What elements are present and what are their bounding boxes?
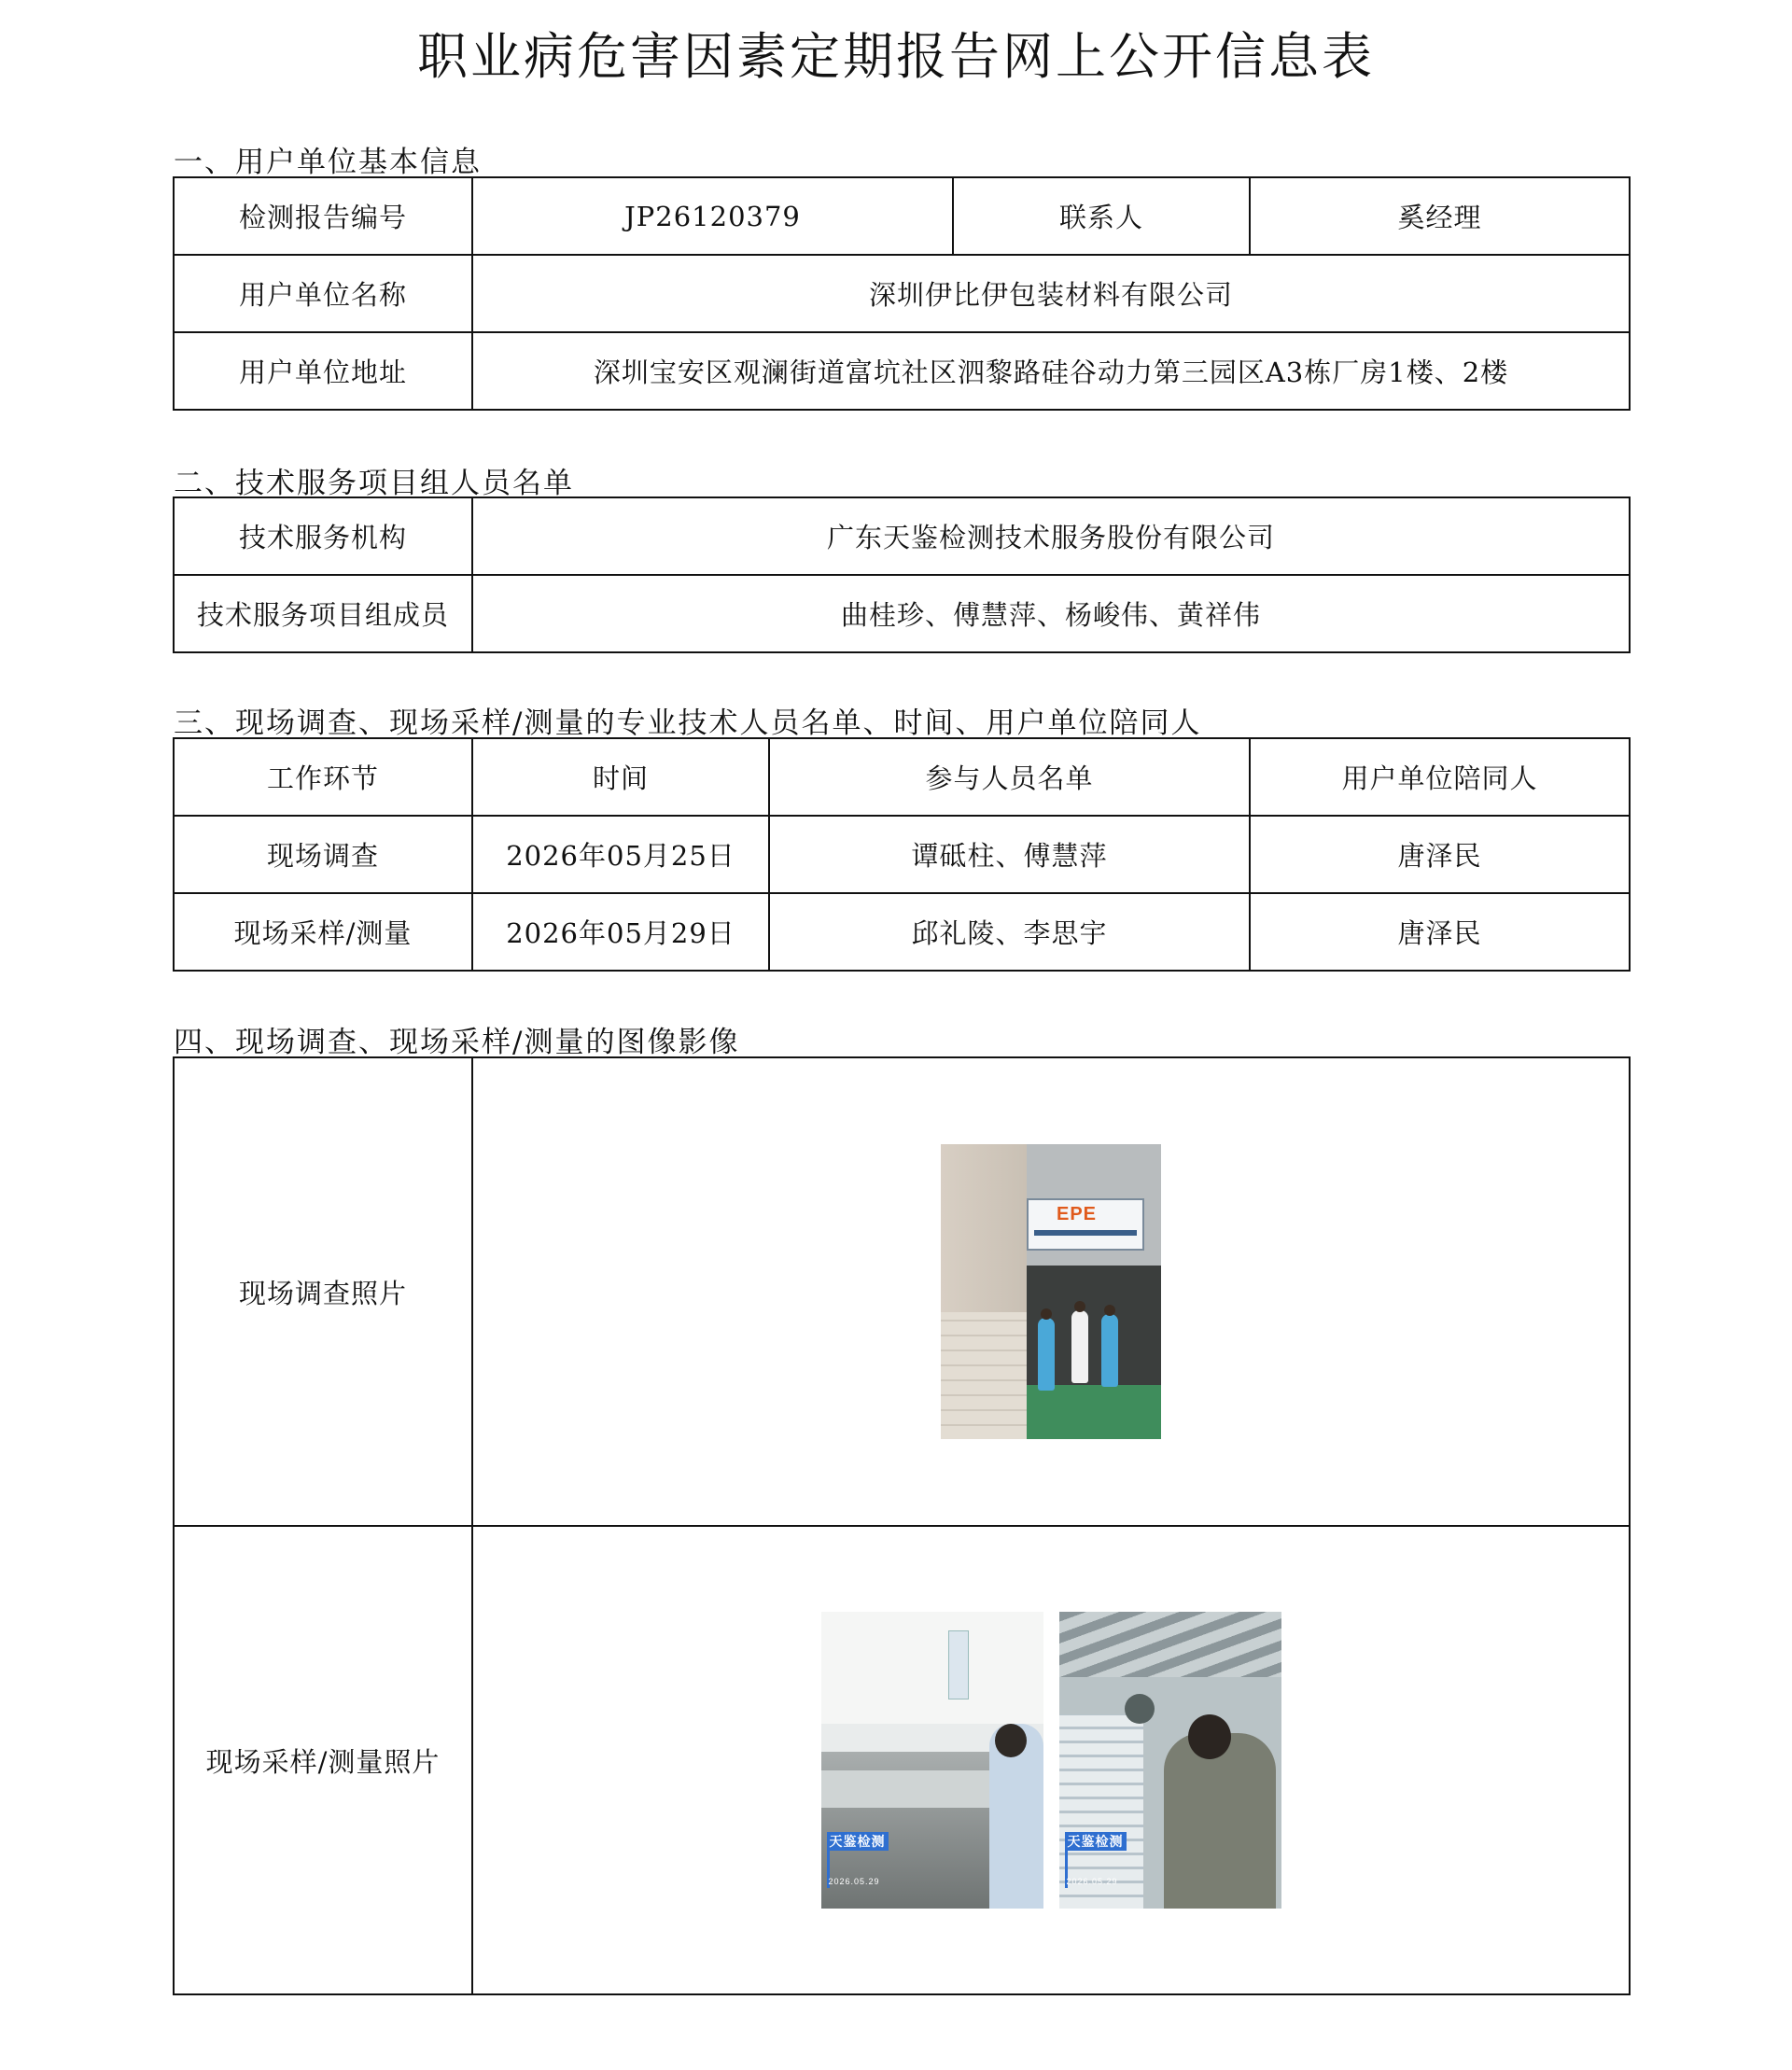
survey-photo-label: 现场调查照片: [174, 1057, 472, 1526]
sampling-photo: [821, 1612, 1043, 1909]
unit-address-value: 深圳宝安区观澜街道富坑社区泗黎路硅谷动力第三园区A3栋厂房1楼、2楼: [472, 332, 1630, 410]
table-cell: 2026年05月29日: [472, 893, 769, 971]
watermark-brand: 天鉴检测: [827, 1832, 889, 1851]
person-figure: [1101, 1314, 1118, 1387]
table-row: [174, 816, 1630, 893]
table-cell: 邱礼陵、李思宇: [769, 893, 1250, 971]
header-cell: 用户单位陪同人: [1250, 738, 1630, 816]
staff-schedule-table: [173, 737, 1631, 972]
worker-head: [1188, 1714, 1231, 1759]
team-table: [173, 497, 1631, 653]
table-cell: 现场采样/测量: [174, 893, 472, 971]
members-label: 技术服务项目组成员: [174, 575, 472, 652]
section4-heading: 四、现场调查、现场采样/测量的图像影像: [174, 1026, 740, 1059]
report-no-value: JP26120379: [472, 177, 953, 255]
unit-name-value: 深圳伊比伊包装材料有限公司: [472, 255, 1630, 332]
person-head: [1074, 1301, 1085, 1312]
entrance-floor: [1027, 1385, 1161, 1439]
members-value: 曲桂珍、傅慧萍、杨峻伟、黄祥伟: [472, 575, 1630, 652]
survey-photo-cell: [472, 1057, 1630, 1526]
photo-table: [173, 1056, 1631, 1995]
table-cell: 唐泽民: [1250, 893, 1630, 971]
sampling-photo-pair: [479, 1612, 1623, 1909]
machine-top: [821, 1770, 999, 1808]
table-cell: 唐泽民: [1250, 816, 1630, 893]
sampling-photo: [1059, 1612, 1281, 1909]
person-figure: [1071, 1310, 1088, 1383]
wall-poster: [948, 1630, 969, 1699]
table-cell: 2026年05月25日: [472, 816, 769, 893]
page-title: 职业病危害因素定期报告网上公开信息表: [417, 27, 1375, 86]
person-head: [1104, 1305, 1115, 1316]
header-cell: 时间: [472, 738, 769, 816]
header-cell: 参与人员名单: [769, 738, 1250, 816]
watermark-date: 2026.05.29: [1066, 1877, 1118, 1886]
org-value: 广东天鉴检测技术服务股份有限公司: [472, 497, 1630, 575]
photo-window: [821, 1612, 1043, 1724]
sampling-photo-label: 现场采样/测量照片: [174, 1526, 472, 1994]
unit-name-label: 用户单位名称: [174, 255, 472, 332]
photo-ceiling: [1059, 1612, 1281, 1677]
person-figure: [1038, 1318, 1055, 1391]
wall-fan: [1125, 1694, 1155, 1724]
worker-figure: [1164, 1733, 1276, 1909]
company-sign: [1027, 1198, 1144, 1251]
person-head: [1041, 1308, 1052, 1320]
watermark-brand: 天鉴检测: [1065, 1832, 1127, 1851]
survey-photo: [941, 1144, 1161, 1439]
contact-value: 奚经理: [1250, 177, 1630, 255]
sampling-photo-cell: [472, 1526, 1630, 1994]
report-no-label: 检测报告编号: [174, 177, 472, 255]
org-label: 技术服务机构: [174, 497, 472, 575]
photo-wall-tiles: [941, 1312, 1027, 1439]
operator-head: [995, 1724, 1027, 1757]
section2-heading: 二、技术服务项目组人员名单: [174, 467, 574, 500]
section1-heading: 一、用户单位基本信息: [174, 146, 482, 179]
basic-info-table: [173, 176, 1631, 411]
unit-address-label: 用户单位地址: [174, 332, 472, 410]
table-cell: 谭砥柱、傅慧萍: [769, 816, 1250, 893]
table-header-row: [174, 738, 1630, 816]
table-row: [174, 893, 1630, 971]
section3-heading: 三、现场调查、现场采样/测量的专业技术人员名单、时间、用户单位陪同人: [174, 706, 1202, 740]
watermark-date: 2026.05.29: [828, 1877, 880, 1886]
sign-subtitle-bar: [1034, 1230, 1137, 1236]
header-cell: 工作环节: [174, 738, 472, 816]
table-cell: 现场调查: [174, 816, 472, 893]
contact-label: 联系人: [953, 177, 1250, 255]
company-logo: EPE: [1057, 1204, 1098, 1224]
